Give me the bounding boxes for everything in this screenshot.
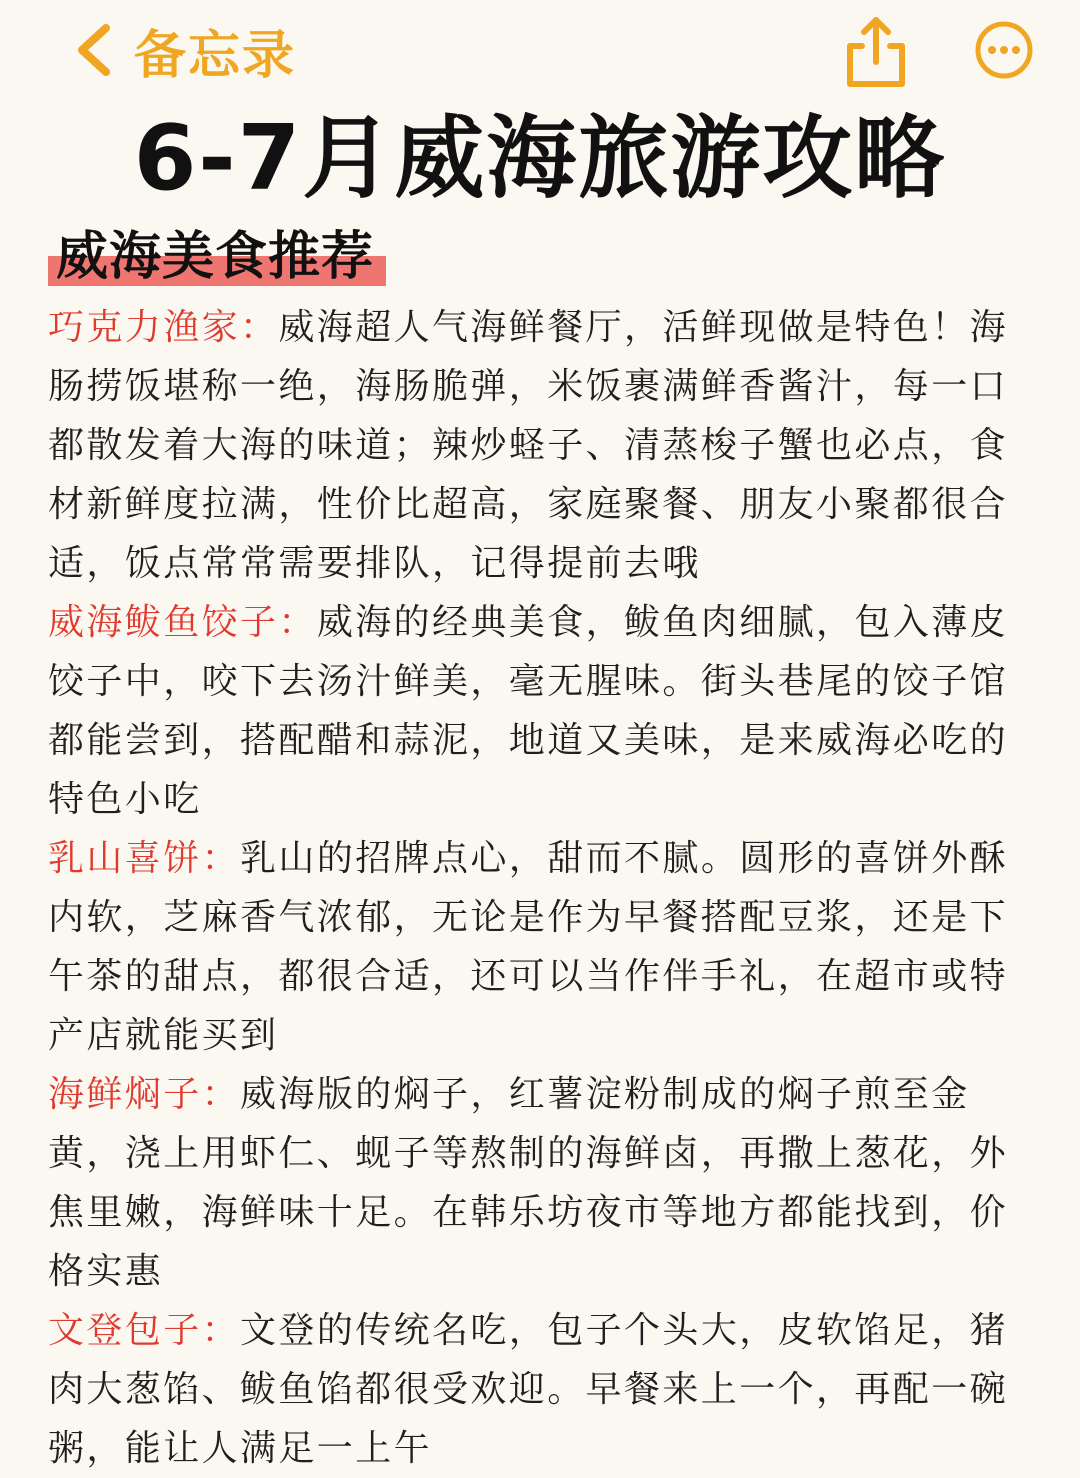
food-item-description: 威海版的焖子，红薯淀粉制成的焖子煎至金黄，浇上用虾仁、蚬子等熬制的海鲜卤，再撒上葱花，外焦里嫩，海鲜味十足。在韩乐坊夜市等地方都能找到，价格实惠	[48, 1074, 1009, 1292]
food-item	[48, 593, 1026, 829]
food-item-name: 乳山喜饼：	[48, 838, 241, 879]
food-list	[48, 298, 1026, 1478]
food-item-description: 威海超人气海鲜餐厅，活鲜现做是特色！海肠捞饭堪称一绝，海肠脆弹，米饭裹满鲜香酱汁，每一口都散发着大海的味道；辣炒蛏子、清蒸梭子蟹也必点，食材新鲜度拉满，性价比超高，家庭聚餐、朋友小聚都很合适，饭点常常需要排队，记得提前去哦	[48, 307, 1009, 584]
food-item-name: 威海鲅鱼饺子：	[48, 602, 317, 643]
section-heading-text: 威海美食推荐	[56, 227, 375, 287]
food-item-description: 文登的传统名吃，包子个头大，皮软馅足，猪肉大葱馅、鲅鱼馅都很受欢迎。早餐来上一个，再配一碗粥，能让人满足一上午	[48, 1310, 1009, 1469]
food-item-description: 乳山的招牌点心，甜而不腻。圆形的喜饼外酥内软，芝麻香气浓郁，无论是作为早餐搭配豆浆，还是下午茶的甜点，都很合适，还可以当作伴手礼，在超市或特产店就能买到	[48, 838, 1009, 1056]
section-heading	[48, 226, 374, 290]
top-navigation-bar	[0, 0, 1080, 100]
back-label: 备忘录	[134, 25, 297, 86]
page-title: 6-7月威海旅游攻略	[133, 106, 947, 211]
food-item-name: 巧克力渔家：	[48, 307, 279, 348]
more-button[interactable]	[968, 12, 1048, 92]
food-item	[48, 1301, 1026, 1478]
back-button[interactable]	[70, 14, 296, 86]
chevron-left-icon	[70, 20, 120, 80]
food-item-name: 海鲜焖子：	[48, 1074, 241, 1115]
food-item-description: 威海的经典美食，鲅鱼肉细腻，包入薄皮饺子中，咬下去汤汁鲜美，毫无腥味。街头巷尾的饺子馆都能尝到，搭配醋和蒜泥，地道又美味，是来威海必吃的特色小吃	[48, 602, 1009, 820]
food-item	[48, 829, 1026, 1065]
share-button[interactable]	[836, 12, 916, 92]
food-item	[48, 298, 1026, 593]
more-icon	[968, 12, 1048, 92]
food-item-name: 文登包子：	[48, 1310, 241, 1351]
share-icon	[836, 12, 916, 92]
food-item	[48, 1065, 1026, 1301]
